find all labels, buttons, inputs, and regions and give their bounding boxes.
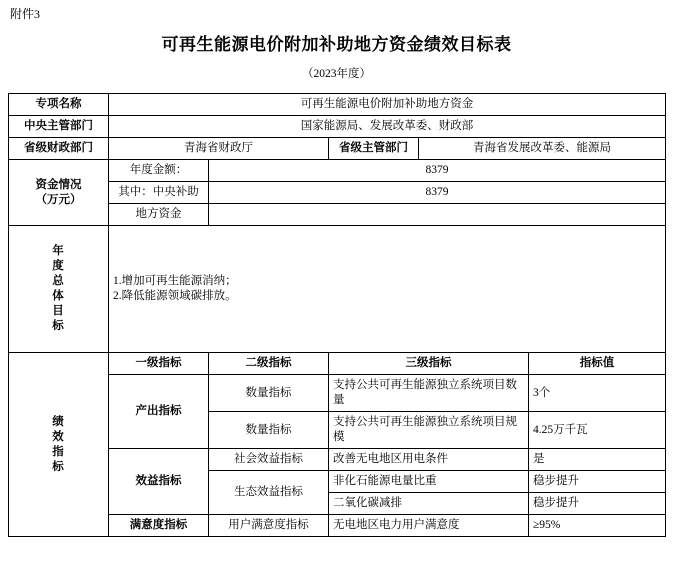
page-subtitle: （2023年度） [302,68,371,80]
funds-item-value: 8379 [209,160,666,182]
central-dept-label: 中央主管部门 [9,116,109,138]
table-row-province-dept [9,138,666,160]
indicator-level1-satisfaction: 满意度指标 [109,515,209,537]
indicator-value: 3个 [529,375,666,412]
annual-goal-side-label: 年 度 总 体 目 标 [9,226,109,353]
indicator-level3: 非化石能源电量比重 [329,471,529,493]
annual-goal-line-1: 1.增加可再生能源消纳； [113,275,237,287]
header-level3: 三级指标 [329,353,529,375]
indicator-value: 稳步提升 [529,493,666,515]
attachment-label: 附件3 [10,7,41,21]
funds-label-line1: 资金情况 [35,178,82,191]
header-level1: 一级指标 [109,353,209,375]
funds-label [9,160,109,226]
indicator-level3: 无电地区电力用户满意度 [329,515,529,537]
header-value: 指标值 [529,353,666,375]
header-level2: 二级指标 [209,353,329,375]
indicator-level2: 用户满意度指标 [209,515,329,537]
table-row-performance-header [9,353,666,375]
project-name-value: 可再生能源电价附加补助地方资金 [109,94,666,116]
funds-item-value: 8379 [209,182,666,204]
province-dept-value: 青海省发展改革委、能源局 [419,138,666,160]
page-title: 可再生能源电价附加补助地方资金绩效目标表 [161,35,512,54]
funds-item-name: 年度金额： [109,160,209,182]
indicator-value: ≥95% [529,515,666,537]
central-dept-value: 国家能源局、发展改革委、财政部 [109,116,666,138]
project-name-label: 专项名称 [9,94,109,116]
table-row-central-dept [9,116,666,138]
indicator-level1-output: 产出指标 [109,375,209,449]
indicator-level3: 支持公共可再生能源独立系统项目规模 [329,412,529,449]
indicator-level3: 支持公共可再生能源独立系统项目数量 [329,375,529,412]
indicator-level2: 数量指标 [209,375,329,412]
indicator-level3: 二氧化碳减排 [329,493,529,515]
annual-goal-line-2: 2.降低能源领域碳排放。 [113,290,237,302]
performance-goal-table [8,93,666,537]
indicator-level2-eco: 生态效益指标 [209,471,329,515]
indicator-value: 稳步提升 [529,471,666,493]
indicator-level2: 社会效益指标 [209,449,329,471]
funds-item-name: 地方资金 [109,204,209,226]
province-dept-label: 省级主管部门 [329,138,419,160]
province-finance-value: 青海省财政厅 [109,138,329,160]
province-finance-label: 省级财政部门 [9,138,109,160]
table-row-annual-goal [9,226,666,353]
indicator-value: 是 [529,449,666,471]
funds-label-line2: （万元） [35,193,82,206]
indicator-value: 4.25万千瓦 [529,412,666,449]
table-row-funds-1 [9,160,666,182]
funds-item-name: 其中：中央补助 [109,182,209,204]
indicator-level3: 改善无电地区用电条件 [329,449,529,471]
indicator-level1-benefit: 效益指标 [109,449,209,515]
annual-goal-text [109,226,666,353]
indicator-level2: 数量指标 [209,412,329,449]
performance-side-label: 绩 效 指 标 [9,353,109,537]
funds-item-value [209,204,666,226]
table-row-project-name [9,94,666,116]
